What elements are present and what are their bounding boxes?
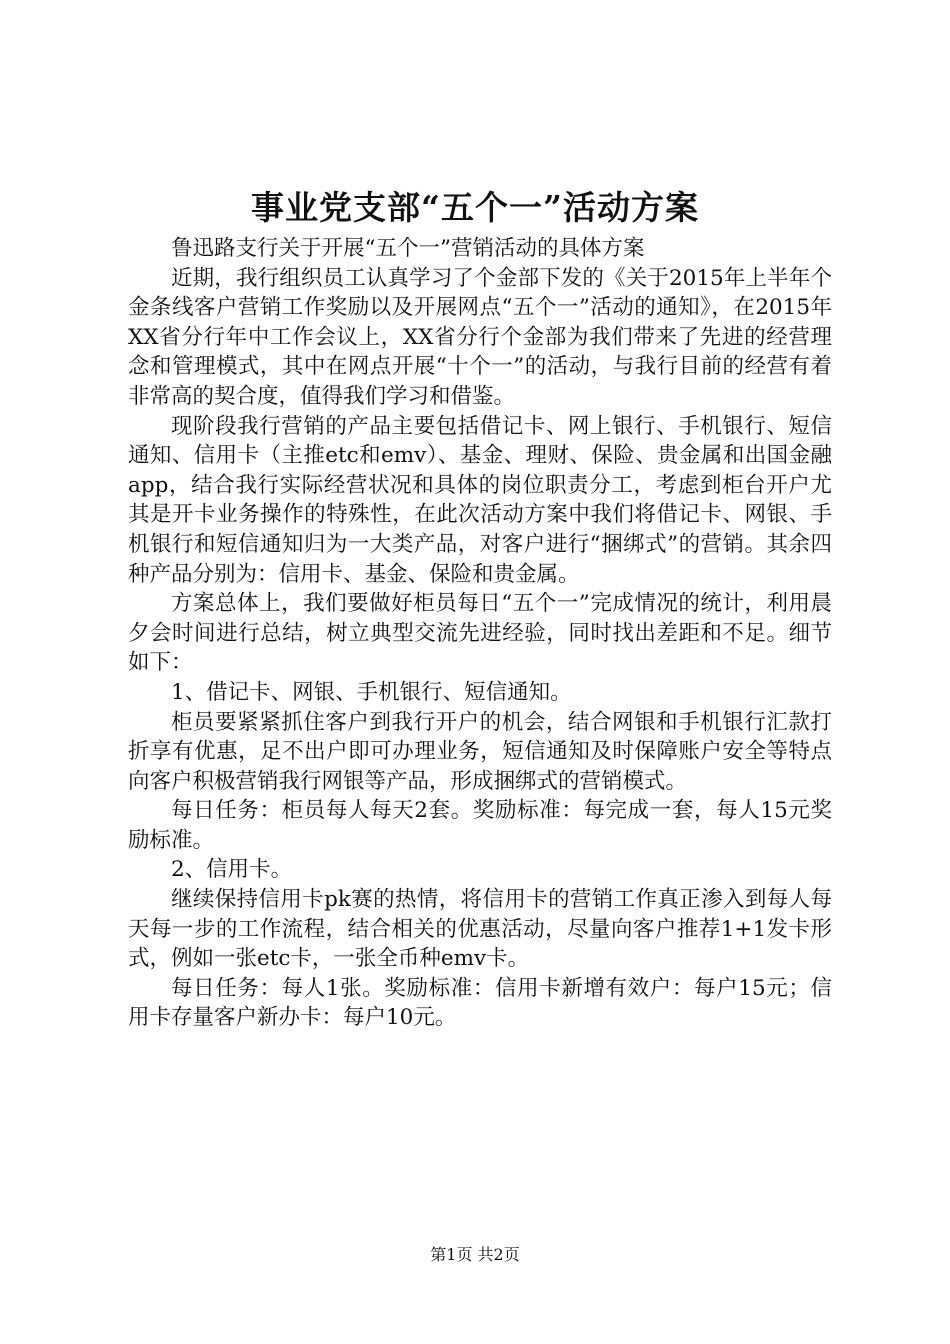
section-heading-2: 2、信用卡。 [171, 857, 293, 883]
paragraph-overview: 方案总体上，我们要做好柜员每日“五个一”完成情况的统计，利用晨夕会时间进行总结，树立典型交流先进经验，同时找出差距和不足。细节如下： [128, 591, 832, 676]
paragraph-subtitle: 鲁迅路支行关于开展“五个一”营销活动的具体方案 [171, 236, 645, 261]
paragraph-section-1-body: 柜员要紧紧抓住客户到我行开户的机会，结合网银和手机银行汇款打折享有优惠，足不出户即可办理业务，短信通知及时保障账户安全等特点向客户积极营销我行网银等产品，形成捆绑式的营销模式。 [128, 709, 832, 794]
section-heading-1: 1、借记卡、网银、手机银行、短信通知。 [171, 679, 572, 705]
paragraph-section-2-task: 每日任务：每人1张。奖励标准：信用卡新增有效户：每户15元；信用卡存量客户新办卡：每户10元。 [128, 975, 832, 1031]
paragraph-products: 现阶段我行营销的产品主要包括借记卡、网上银行、手机银行、短信通知、信用卡（主推etc和emv）、基金、理财、保险、贵金属和出国金融app，结合我行实际经营状况和具体的岗位职责分工，考虑到柜台开户尤其是开卡业务操作的特殊性，在此次活动方案中我们将借记卡、网银、手机银行和短信通知归为一大类产品，对客户进行“捆绑式”的营销。其余四种产品分别为：信用卡、基金、保险和贵金属。 [128, 413, 832, 587]
document-body [128, 234, 832, 1033]
paragraph-section-2-body: 继续保持信用卡pk赛的热情，将信用卡的营销工作真正渗入到每人每天每一步的工作流程，结合相关的优惠活动，尽量向客户推荐1+1发卡形式，例如一张etc卡，一张全币种emv卡。 [128, 887, 832, 972]
document-title: 事业党支部“五个一”活动方案 [251, 188, 699, 227]
page-footer: 第1页 共2页 [430, 1245, 520, 1264]
paragraph-intro: 近期，我行组织员工认真学习了个金部下发的《关于2015年上半年个金条线客户营销工作奖励以及开展网点“五个一”活动的通知》，在2015年XX省分行年中工作会议上，XX省分行个金部为我们带来了先进的经营理念和管理模式，其中在网点开展“十个一”的活动，与我行目前的经营有着非常高的契合度，值得我们学习和借鉴。 [128, 265, 832, 409]
paragraph-section-1-task: 每日任务：柜员每人每天2套。奖励标准：每完成一套，每人15元奖励标准。 [128, 798, 832, 853]
